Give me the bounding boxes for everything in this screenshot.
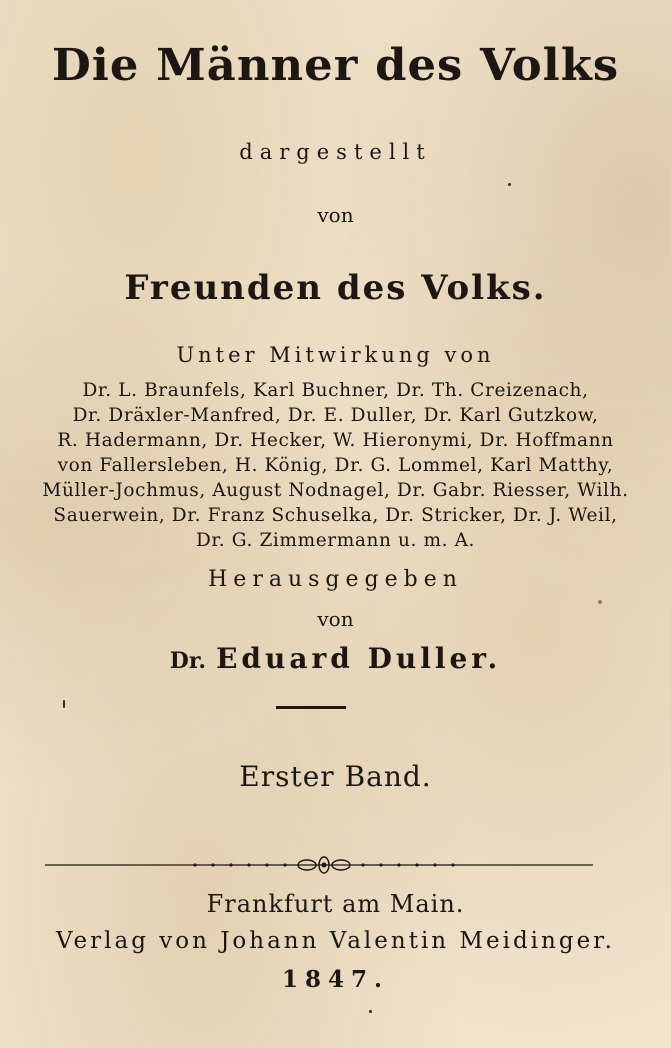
contributor-line: von Fallersleben, H. König, Dr. G. Lommel, Karl Matthy, xyxy=(57,455,614,476)
contributor-line: Dr. Dräxler-Manfred, Dr. E. Duller, Dr. Karl Gutzkow, xyxy=(72,405,599,426)
von-line-1: von xyxy=(317,203,354,227)
contributor-line: Sauerwein, Dr. Franz Schuselka, Dr. Stricker, Dr. J. Weil, xyxy=(53,505,618,526)
contributor-line: Dr. G. Zimmermann u. m. A. xyxy=(195,530,476,551)
editor-prefix: Dr. xyxy=(169,648,207,674)
authors-line: Freunden des Volks. xyxy=(124,268,547,308)
volume-label: Erster Band. xyxy=(239,760,432,793)
contributor-line: R. Hadermann, Dr. Hecker, W. Hieronymi, Dr. Hoffmann xyxy=(57,430,614,451)
subtitle: dargestellt xyxy=(239,140,432,164)
paper-speck xyxy=(369,1010,372,1013)
editor-name: Eduard Duller. xyxy=(216,642,502,675)
paper-speck xyxy=(63,700,65,708)
divider-rule xyxy=(276,706,346,709)
editor-line xyxy=(0,642,671,675)
contributor-line: Müller-Jochmus, August Nodnagel, Dr. Gabr. Riesser, Wilh. xyxy=(42,480,629,501)
ornament-divider-icon xyxy=(45,855,593,875)
editor-label: Herausgegeben xyxy=(208,567,463,592)
publication-city: Frankfurt am Main. xyxy=(206,890,465,918)
von-line-2: von xyxy=(317,607,354,631)
contributor-line: Dr. L. Braunfels, Karl Buchner, Dr. Th. Creizenach, xyxy=(82,380,589,401)
paper-speck xyxy=(508,183,511,186)
book-title: Die Männer des Volks xyxy=(51,40,620,91)
publisher-line: Verlag von Johann Valentin Meidinger. xyxy=(56,928,615,954)
paper-speck xyxy=(598,600,602,604)
cooperation-line: Unter Mitwirkung von xyxy=(176,343,495,367)
publication-year: 1847. xyxy=(281,966,390,993)
